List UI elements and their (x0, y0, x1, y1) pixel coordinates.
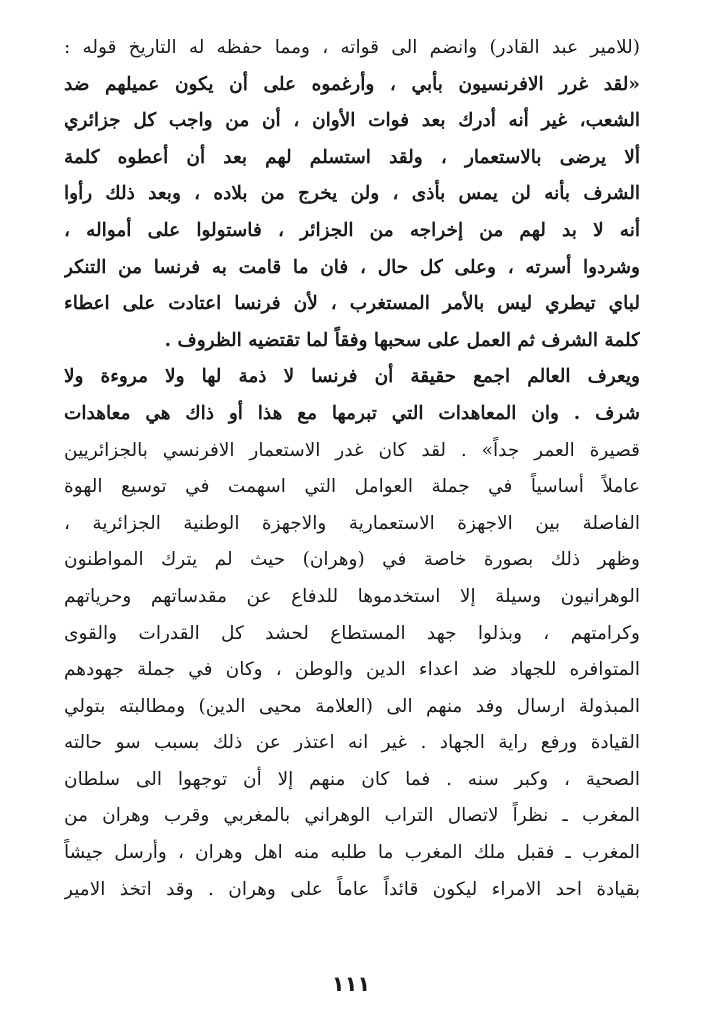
text-line-3: الشعب، غير أنه أدرك بعد فوات الأوان ، أن من واجب كل جزائري (64, 110, 640, 132)
text-line-12: قصيرة العمر جداً» . لقد كان غدر الاستعمار الافرنسي بالجزائريين (64, 439, 640, 461)
text-line-20: القيادة ورفع راية الجهاد . غير انه اعتذر عن ذلك بسبب سو حالته (64, 732, 640, 754)
text-line-13: عاملاً أساسياً في جملة العوامل التي اسهمت في توسيع الهوة (64, 476, 640, 498)
text-line-7: وشردوا أسرته ، وعلى كل حال ، فان ما قامت به فرنسا من التنكر (64, 256, 640, 278)
text-line-16: الوهرانيون وسيلة إلا استخدموها للدفاع عن مقدساتهم وحرياتهم (64, 585, 640, 607)
text-line-1: (للامير عبد القادر) وانضم الى قواته ، ومما حفظه له التاريخ قوله : (64, 37, 640, 58)
text-line-23: المغرب ـ فقبل ملك المغرب ما طلبه منه اهل وهران ، وأرسل جيشاً (64, 842, 640, 864)
text-line-6: أنه لا بد لهم من إخراجه من الجزائر ، فاستولوا على أمواله ، (64, 219, 640, 241)
text-line-9: كلمة الشرف ثم العمل على سحبها وفقاً لما تقتضيه الظروف . (164, 329, 640, 351)
text-line-24: بقيادة احد الامراء ليكون قائداً عاماً على وهران . وقد اتخذ الامير (64, 878, 640, 900)
text-line-5: الشرف بأنه لن يمس بأذى ، ولن يخرج من بلاده ، وبعد ذلك رأوا (64, 183, 640, 205)
text-line-15: وظهر ذلك بصورة خاصة في (وهران) حيث لم يترك المواطنون (64, 549, 640, 571)
text-line-8: لباي تيطري ليس بالأمر المستغرب ، لأن فرنسا اعتادت على اعطاء (64, 293, 640, 315)
text-line-10: ويعرف العالم اجمع حقيقة أن فرنسا لا ذمة لها ولا مروءة ولا (64, 366, 640, 388)
text-line-4: ألا يرضى بالاستعمار ، ولقد استسلم لهم بعد أن أعطوه كلمة (64, 146, 640, 168)
text-line-22: المغرب ـ نظراً لاتصال التراب الوهراني بالمغربي وقرب وهران من (64, 805, 640, 827)
text-line-17: وكرامتهم ، وبذلوا جهد المستطاع لحشد كل القدرات والقوى (64, 622, 640, 644)
page-number: ١١١ (331, 972, 371, 996)
text-line-11: شرف . وان المعاهدات التي تبرمها مع هذا أو ذاك هي معاهدات (64, 402, 640, 424)
text-line-14: الفاصلة بين الاجهزة الاستعمارية والاجهزة الوطنية الجزائرية ، (64, 512, 640, 534)
text-body (64, 30, 640, 908)
text-line-18: المتوافره للجهاد ضد اعداء الدين والوطن ، وكان في جملة جهودهم (64, 659, 640, 681)
text-line-2: «لقد غرر الافرنسيون بأبي ، وأرغموه على أن يكون عميلهم ضد (64, 73, 640, 95)
text-line-21: الصحية ، وكبر سنه . فما كان منهم إلا أن توجهوا الى سلطان (64, 768, 640, 790)
text-line-19: المبذولة ارسال وفد منهم الى (العلامة محيى الدين) ومطالبته بتولي (64, 695, 640, 717)
